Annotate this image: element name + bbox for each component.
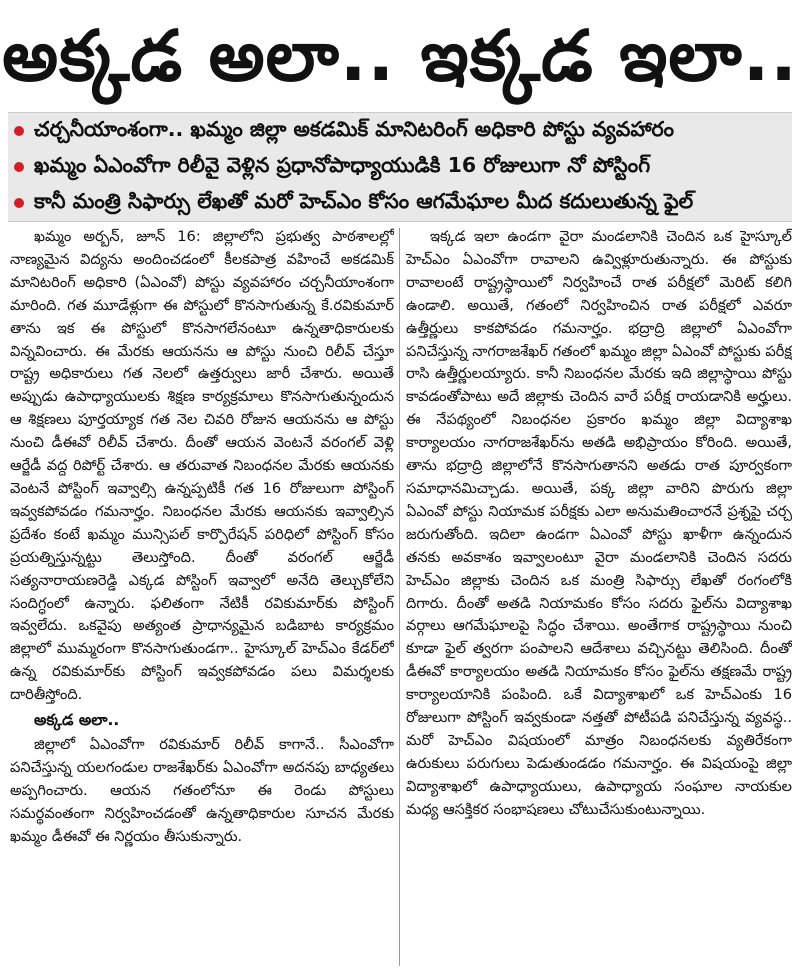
article-paragraph: జిల్లాలో ఏఎంవోగా రవికుమార్ రిలీవ్ కాగానే.. సీఎంవోగా పనిచేస్తున్న యలగండుల రాజశేఖర్‌కు ఏఎంవోగా అదనపు బాధ్యతలు అప్పగించారు. ఆయన గతంలోనూ ఈ రెండు పోస్టులు సమర్థవంతంగా నిర్వహించడంతో ఉన్నతాధికారుల సూచన మేరకు ఖమ్మం డీఈవో ఈ నిర్ణయం తీసుకున్నారు. — [10, 735, 394, 845]
highlight-item — [8, 185, 792, 221]
highlight-item — [8, 149, 792, 185]
article-paragraph: ఇక్కడ ఇలా ఉండగా వైరా మండలానికి చెందిన ఒక హైస్కూల్ హెచ్ఎం ఏఎంవోగా రావాలని ఉవ్విళ్లూరుతున్నారు. ఈ పోస్టుకు రావాలంటే రాష్ట్రస్థాయిలో నిర్వహించే రాత పరీక్షలో మెరిట్ కలిగి ఉండాలి. అయితే, గతంలో నిర్వహించిన రాత పరీక్షలో ఎవరూ ఉత్తీర్ణులు కాకపోవడం గమనార్హం. భద్రాద్రి జిల్లాలో ఏఎంవోగా పనిచేస్తున్న నాగరాజశేఖర్ గతంలో ఖమ్మం జిల్లా ఏఎంవో పోస్టుకు పరీక్ష రాసి ఉత్తీర్ణులయ్యారు. కానీ నిబంధనల మేరకు ఇది జిల్లాస్థాయి పోస్టు కావడంతోపాటు అదే జిల్లాకు చెందిన వారే పరీక్ష రాయడానికి అర్హులు. ఈ నేపథ్యంలో నిబంధనల ప్రకారం ఖమ్మం జిల్లా విద్యాశాఖ కార్యాలయం నాగరాజశేఖర్‌ను అతడి అభిప్రాయం కోరింది. అయితే, తాను భద్రాద్రి జిల్లాలోనే కొనసాగుతానని అతడు రాత పూర్వకంగా సమాధానమిచ్చాడు. అయితే, పక్క జిల్లా వారిని పొరుగు జిల్లా ఏఎంవో పోస్టు నియామక పరీక్షకు ఎలా అనుమతించారనే ప్రశ్నపై చర్చ జరుగుతోంది. ఇదిలా ఉండగా ఏఎంవో పోస్టు ఖాళీగా ఉన్నందున తనకు అవకాశం ఇవ్వాలంటూ వైరా మండలానికి చెందిన సదరు హెచ్ఎం జిల్లాకు చెందిన ఒక మంత్రి సిఫార్సు లేఖతో రంగంలోకి దిగారు. దీంతో అతడి నియామకం కోసం సదరు ఫైల్‌ను విద్యాశాఖ వర్గాలు ఆగమేఘాలపై సిద్ధం చేశాయి. అంతేగాక రాష్ట్రస్థాయి నుంచి కూడా ఫైల్ త్వరగా పంపాలని ఆదేశాలు వచ్చినట్టు తెలిసింది. దీంతో డీఈవో కార్యాలయం అతడి నియామకం కోసం ఫైల్‌ను తక్షణమే రాష్ట్ర కార్యాలయానికి పంపింది. ఒకే విద్యాశాఖలో ఒక హెచ్ఎంకు 16 రోజులుగా పోస్టింగ్ ఇవ్వకుండా నత్తతో పోటీపడి పనిచేస్తున్న వ్యవస్థ.. మరో హెచ్ఎం విషయంలో మాత్రం నిబంధనలకు వ్యతిరేకంగా ఉరుకులు పరుగులు పెడుతుండడం గమనార్హం. ఈ విషయంపై జిల్లా విద్యాశాఖలో ఉపాధ్యాయులు, ఉపాధ్యాయ సంఘాల నాయకుల మధ్య ఆసక్తికర సంభాషణలు చోటుచేసుకుంటున్నాయి. — [406, 228, 792, 818]
highlight-text: ఖమ్మం ఏఎంవోగా రిలీవై వెళ్లిన ప్రధానోపాధ్యాయుడికి 16 రోజులుగా నో పోస్టింగ్ — [34, 152, 651, 177]
article-subheading: అక్కడ అలా.. — [34, 711, 120, 730]
highlight-text: చర్చనీయాంశంగా.. ఖమ్మం జిల్లా అకడమిక్ మానిటరింగ్ అధికారి పోస్టు వ్యవహారం — [34, 116, 675, 141]
article-column-right — [406, 226, 792, 966]
highlight-item — [8, 113, 792, 149]
highlights-box — [8, 112, 792, 222]
headline: అక్కడ అలా.. ఇక్కడ ఇలా.. — [2, 15, 798, 97]
bullet-dot-icon — [14, 126, 24, 136]
bullet-dot-icon — [14, 198, 24, 208]
column-divider — [399, 228, 400, 966]
article-column-left — [10, 226, 394, 966]
bullet-dot-icon — [14, 162, 24, 172]
article-paragraph: ఖమ్మం అర్బన్, జూన్ 16: జిల్లాలోని ప్రభుత్వ పాఠశాలల్లో నాణ్యమైన విద్యను అందించడంలో కీలకపాత్ర వహించే అకడమిక్ మానిటరింగ్ అధికారి (ఏఎంవో) పోస్టు వ్యవహారం చర్చనీయాంశంగా మారింది. గత మూడేళ్లుగా ఈ పోస్టులో కొనసాగుతున్న కే.రవికుమార్ తాను ఇక ఈ పోస్టులో కొనసాగలేనంటూ ఉన్నతాధికారులకు విన్నవించారు. ఈ మేరకు ఆయనను ఆ పోస్టు నుంచి రిలీవ్ చేస్తూ రాష్ట్ర అధికారులు గత నెలలో ఉత్తర్వులు జారీ చేశారు. అయితే అప్పుడు ఉపాధ్యాయులకు శిక్షణ కార్యక్రమాలు కొనసాగుతున్నందున ఆ శిక్షణలు పూర్తయ్యాక గత నెల చివరి రోజున ఆయనను ఆ పోస్టు నుంచి డీఈవో రిలీవ్ చేశారు. దీంతో ఆయన వెంటనే వరంగల్ వెళ్లి ఆర్జేడీ వద్ద రిపోర్ట్ చేశారు. ఆ తరువాత నిబంధనల మేరకు ఆయనకు వెంటనే పోస్టింగ్ ఇవ్వాల్సి ఉన్నప్పటికీ గత 16 రోజులుగా పోస్టింగ్ ఇవ్వకపోవడం గమనార్హం. నిబంధనల మేరకు ఆయనకు ఇవ్వాల్సిన ప్రదేశం కంటే ఖమ్మం మున్సిపల్ కార్పొరేషన్ పరిధిలో పోస్టింగ్ కోసం ప్రయత్నిస్తున్నట్టు తెలుస్తోంది. దీంతో వరంగల్ ఆర్జేడీ సత్యనారాయణరెడ్డి ఎక్కడ పోస్టింగ్ ఇవ్వాలో అనేది తెల్చుకోలేని సందిగ్ధంలో ఉన్నారు. ఫలితంగా నేటికీ రవికుమార్‌కు పోస్టింగ్ ఇవ్వలేదు. ఒకవైపు అత్యంత ప్రాధాన్యమైన బడిబాట కార్యక్రమం జిల్లాలో ముమ్మరంగా కొనసాగుతుండగా.. హైస్కూల్ హెచ్ఎం కేడర్‌లో ఉన్న రవికుమార్‌కు పోస్టింగ్ ఇవ్వకపోవడం పలు విమర్శలకు దారితీస్తోంది. — [10, 228, 394, 704]
highlight-text: కానీ మంత్రి సిఫార్సు లేఖతో మరో హెచ్ఎం కోసం ఆగమేఘాల మీద కదులుతున్న ఫైల్ — [34, 188, 694, 213]
